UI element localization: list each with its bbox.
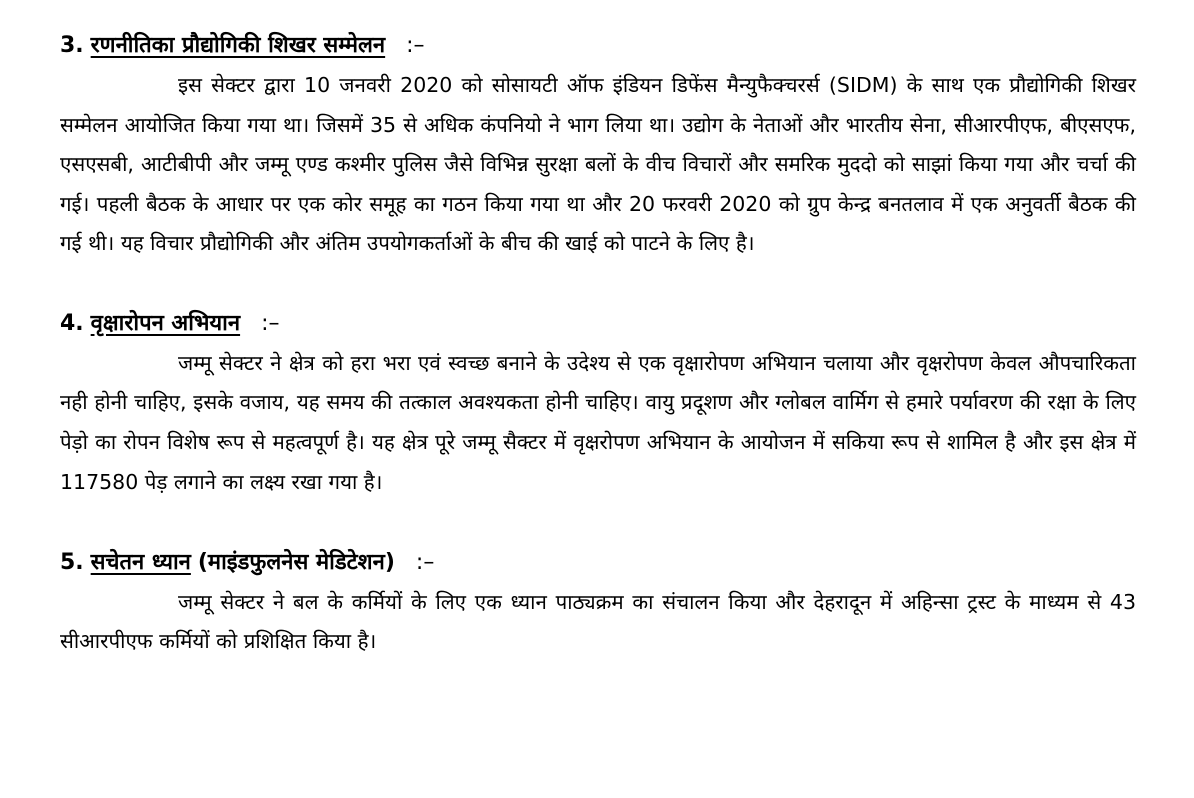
section-plantation-drive <box>60 304 1136 503</box>
section-separator: :– <box>406 33 425 58</box>
section-title: सचेतन ध्यान <box>90 549 191 575</box>
section-heading <box>60 543 1136 583</box>
section-technology-summit <box>60 26 1136 264</box>
section-paragraph: जम्मू सेक्टर ने बल के कर्मियों के लिए एक ध्यान पाठ्यक्रम का संचालन किया और देहरादून में अहिन्सा ट्रस्ट के माध्यम से 43 सीआरपीएफ कर्मियों को प्रशिक्षित किया है। <box>60 589 1136 653</box>
section-number: 5. <box>60 549 84 575</box>
section-title-note: (माइंडफुलनेस मेडिटेशन) <box>197 549 395 575</box>
section-paragraph: इस सेक्टर द्वारा 10 जनवरी 2020 को सोसायटी ऑफ इंडियन डिफेंस मैन्युफैक्चरर्स (SIDM) के साथ एक प्रौद्योगिकी शिखर सम्मेलन आयोजित किया गया था। जिसमें 35 से अधिक कंपनियो ने भाग लिया था। उद्योग के नेताओं और भारतीय सेना, सीआरपीएफ, बीएसएफ, एसएसबी, आटीबीपी और जम्मू एण्ड कश्मीर पुलिस जैसे विभिन्न सुरक्षा बलों के वीच विचारों और समरिक मुददो को साझां किया गया और चर्चा की गई। पहली बैठक के आधार पर एक कोर समूह का गठन किया गया था और 20 फरवरी 2020 को ग्रुप केन्द्र बनतलाव में एक अनुवर्ती बैठक की गई थी। यह विचार प्रौद्योगिकी और अंतिम उपयोगकर्ताओं के बीच की खाई को पाटने के लिए है। <box>60 73 1136 255</box>
section-mindfulness-meditation <box>60 543 1136 661</box>
section-title: वृक्षारोपन अभियान <box>90 310 241 336</box>
section-heading <box>60 26 1136 66</box>
section-paragraph: जम्मू सेक्टर ने क्षेत्र को हरा भरा एवं स्वच्छ बनाने के उदेश्य से एक वृक्षारोपण अभियान चलाया और वृक्षरोपण केवल औपचारिकता नही होनी चाहिए, इसके वजाय, यह समय की तत्काल अवश्यकता होनी चाहिए। वायु प्रदूशण और ग्लोबल वार्मिग से हमारे पर्यावरण की रक्षा के लिए पेड़ो का रोपन विशेष रूप से महत्वपूर्ण है। यह क्षेत्र पूरे जम्मू सैक्टर में वृक्षरोपण अभियान के आयोजन में सकिया रूप से शामिल है और इस क्षेत्र में 117580 पेड़ लगाने का लक्ष्य रखा गया है। <box>60 350 1136 494</box>
section-separator: :– <box>415 549 435 575</box>
section-number: 4. <box>60 310 84 336</box>
section-separator: :– <box>261 310 280 336</box>
section-heading <box>60 304 1136 344</box>
section-title: रणनीतिका प्रौद्योगिकी शिखर सम्मेलन <box>90 33 386 58</box>
section-number: 3. <box>60 33 84 58</box>
